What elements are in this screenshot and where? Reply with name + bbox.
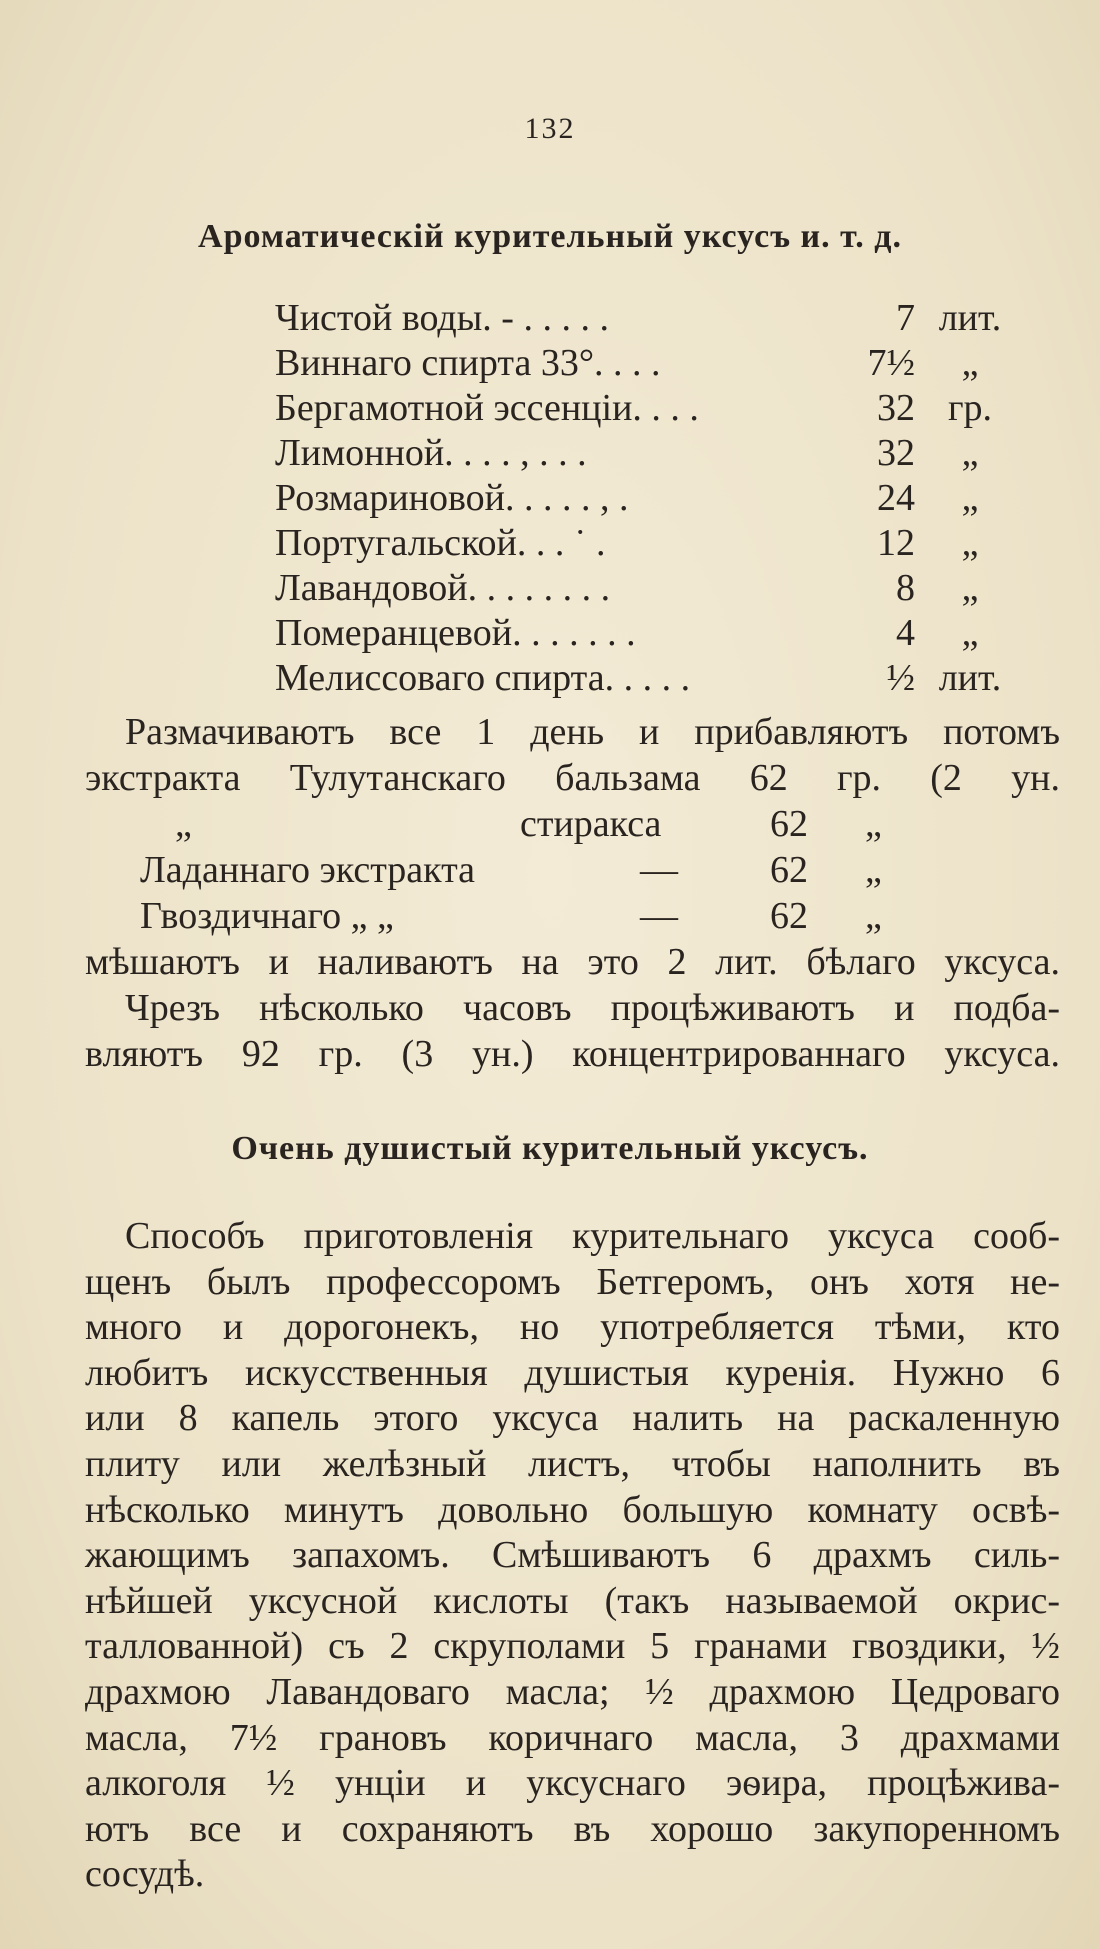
mix-unit: „: [865, 849, 882, 891]
ingredient-unit: „: [961, 567, 979, 609]
text-line: щенъ былъ профессоромъ Бетгеромъ, онъ хотя не-: [85, 1260, 1060, 1303]
text-line: нѣсколько минутъ довольно большую комнату освѣ-: [85, 1488, 1060, 1531]
dot-leader: . . . . .: [604, 657, 691, 699]
ingredient-amount: 4: [896, 612, 915, 654]
dot-leader: . . . .: [594, 342, 661, 384]
dot-leader: . - . . . . .: [482, 297, 609, 339]
ingredient-amount: 24: [877, 477, 915, 519]
ingredient-name: Виннаго спирта 33°: [275, 342, 595, 384]
ingredient-amount: ½: [886, 657, 915, 699]
recipe-row: [275, 296, 1025, 341]
text-line: алкоголя ½ унціи и уксуснаго эѳира, процѣжива-: [85, 1762, 1060, 1805]
mix-line: [0, 848, 1100, 894]
ingredient-amount: 7½: [867, 342, 915, 384]
ingredient-name: Розмариновой: [275, 477, 506, 519]
ingredient-unit: „: [961, 522, 979, 564]
text-line: мѣшаютъ и наливаютъ на это 2 лит. бѣлаго уксуса.: [85, 941, 1060, 983]
recipe-row: [275, 386, 1025, 431]
mix-dash: —: [640, 849, 678, 891]
mix-name: „: [175, 803, 192, 845]
ingredient-amount: 8: [896, 567, 915, 609]
dot-leader: . . . . . . .: [512, 612, 636, 654]
ingredient-amount: 32: [877, 387, 915, 429]
text-line: сосудѣ.: [85, 1853, 205, 1896]
text-line: плиту или желѣзный листъ, чтобы наполнить въ: [85, 1442, 1060, 1485]
ingredient-unit: лит.: [938, 297, 1002, 339]
recipe-row: [275, 566, 1025, 611]
mix-unit: „: [865, 895, 882, 937]
ingredient-unit: „: [961, 612, 979, 654]
paragraph-soaking-instructions: [85, 710, 1060, 802]
text-line: нѣйшей уксусной кислоты (такъ называемой окрис-: [85, 1579, 1060, 1622]
ingredient-amount: 12: [877, 522, 915, 564]
ingredient-name: Лимонной: [275, 432, 445, 474]
recipe-ingredient-list: [275, 296, 1025, 701]
mix-unit: „: [865, 803, 882, 845]
recipe-row: [275, 656, 1025, 701]
recipe-row: [275, 341, 1025, 386]
ingredient-unit: „: [961, 342, 979, 384]
mix-amount: 62: [770, 895, 808, 937]
mix-line: [0, 802, 1100, 848]
dot-leader: . . . . , . . .: [444, 432, 587, 474]
dot-leader: . . . .: [632, 387, 699, 429]
text-line: Размачиваютъ все 1 день и прибавляютъ потомъ: [125, 711, 1060, 753]
text-line: вляютъ 92 гр. (3 ун.) концентрированнаго уксуса.: [85, 1033, 1060, 1075]
text-line: или 8 капель этого уксуса налить на раскаленную: [85, 1397, 1060, 1440]
paragraph-preparation-method: [85, 1214, 1060, 1898]
mix-dash: стиракса: [520, 803, 662, 845]
text-line: Чрезъ нѣсколько часовъ процѣживаютъ и подба-: [125, 987, 1060, 1029]
ingredient-unit: гр.: [947, 387, 993, 429]
dot-leader: . . . . . . . .: [467, 567, 611, 609]
text-line: любитъ искусственныя душистыя куренія. Нужно 6: [85, 1351, 1060, 1394]
text-line: экстракта Тулутанскаго бальзама 62 гр. (2 ун.: [85, 757, 1060, 799]
recipe-row: [275, 611, 1025, 656]
mix-dash: —: [640, 895, 678, 937]
ingredient-amount: 32: [877, 432, 915, 474]
page-number: 132: [524, 112, 576, 145]
ingredient-unit: лит.: [938, 657, 1002, 699]
mix-name: Ладаннаго экстракта: [140, 849, 476, 891]
mix-name: Гвоздичнаго „ „: [140, 895, 394, 937]
ingredient-unit: „: [961, 477, 979, 519]
ingredient-name: Португальской: [275, 522, 517, 564]
ingredient-name: Бергамотной эссенціи: [275, 387, 633, 429]
section-title-fragrant-vinegar: Очень душистый курительный уксусъ.: [231, 1130, 869, 1167]
recipe-row: [275, 476, 1025, 521]
section-title-aromatic-vinegar: Ароматическій курительный уксусъ и. т. д.: [198, 218, 902, 255]
ingredient-name: Померанцевой: [275, 612, 513, 654]
mix-amount: 62: [770, 849, 808, 891]
text-line: масла, 7½ грановъ коричнаго масла, 3 драхмами: [85, 1716, 1060, 1759]
text-line: много и дорогонекъ, но употребляется тѣми, кто: [85, 1306, 1060, 1349]
ingredient-unit: „: [961, 432, 979, 474]
text-line: Способъ приготовленія курительнаго уксуса сооб-: [125, 1215, 1060, 1257]
text-line: драхмою Лавандоваго масла; ½ драхмою Цедроваго: [85, 1670, 1060, 1713]
mix-line: [0, 894, 1100, 940]
text-line: таллованной) съ 2 скруполами 5 гранами гвоздики, ½: [85, 1625, 1060, 1668]
dot-leader: . . . . . , .: [505, 477, 629, 519]
ingredient-name: Мелиссоваго спирта: [275, 657, 605, 699]
ingredient-amount: 7: [896, 297, 915, 339]
recipe-row: [275, 431, 1025, 476]
ingredient-name: Лавандовой: [275, 567, 468, 609]
recipe-row: [275, 521, 1025, 566]
text-line: жающимъ запахомъ. Смѣшиваютъ 6 драхмъ силь-: [85, 1534, 1060, 1577]
text-line: ютъ все и сохраняютъ въ хорошо закупоренномъ: [85, 1807, 1060, 1850]
dot-leader: . . . ˙ .: [516, 522, 606, 564]
paragraph-mixing-instructions: [85, 940, 1060, 1078]
mix-amount: 62: [770, 803, 808, 845]
ingredient-name: Чистой воды: [275, 297, 483, 339]
